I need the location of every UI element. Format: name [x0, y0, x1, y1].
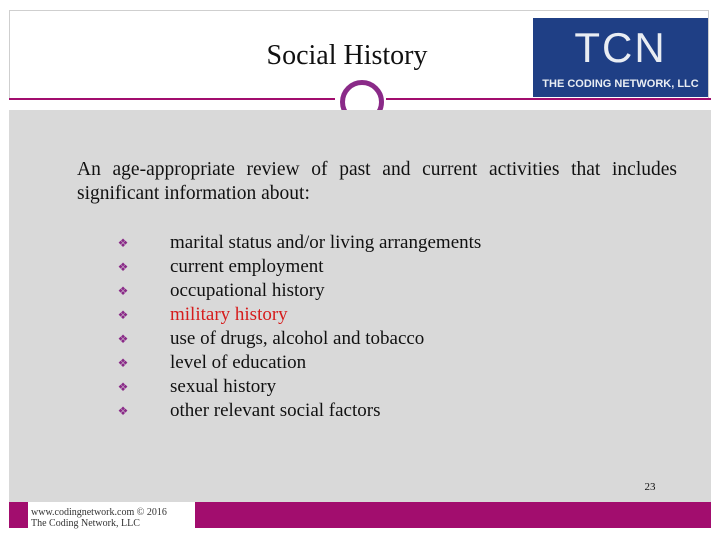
bullet-text: occupational history: [170, 280, 325, 301]
list-item: [115, 399, 635, 423]
footer-copyright: [31, 507, 167, 529]
diamond-bullet-icon: ❖: [117, 236, 129, 250]
header-divider-right: [386, 98, 711, 100]
diamond-bullet-icon: ❖: [117, 260, 129, 274]
bullet-text: level of education: [170, 352, 307, 373]
diamond-bullet-icon: ❖: [117, 308, 129, 322]
list-item: [115, 351, 635, 375]
list-item: [115, 255, 635, 279]
bullet-text: other relevant social factors: [170, 400, 381, 421]
logo-wordmark: TCN: [574, 24, 667, 71]
diamond-bullet-icon: ❖: [117, 404, 129, 418]
list-item-highlighted: [115, 303, 635, 327]
bullet-text: use of drugs, alcohol and tobacco: [170, 328, 425, 349]
logo-subtitle: THE CODING NETWORK, LLC: [542, 78, 699, 90]
footer-url[interactable]: www.codingnetwork.com © 2016: [31, 507, 167, 518]
tcn-logo: [533, 18, 708, 97]
header-divider-left: [9, 98, 335, 100]
list-item: [115, 231, 635, 255]
bullet-list: [115, 231, 635, 423]
diamond-bullet-icon: ❖: [117, 380, 129, 394]
diamond-bullet-icon: ❖: [117, 332, 129, 346]
bullet-text: marital status and/or living arrangements: [170, 232, 482, 253]
footer-company: The Coding Network, LLC: [31, 518, 140, 529]
list-item: [115, 279, 635, 303]
bullet-text: current employment: [170, 256, 324, 277]
intro-paragraph: An age-appropriate review of past and current activities that includes significant information about:: [77, 159, 677, 204]
list-item: [115, 375, 635, 399]
list-item: [115, 327, 635, 351]
page-number: 23: [644, 481, 656, 493]
bullet-text-highlighted: military history: [170, 304, 288, 325]
slide-title: Social History: [266, 40, 428, 71]
bullet-text: sexual history: [170, 376, 277, 397]
diamond-bullet-icon: ❖: [117, 284, 129, 298]
diamond-bullet-icon: ❖: [117, 356, 129, 370]
